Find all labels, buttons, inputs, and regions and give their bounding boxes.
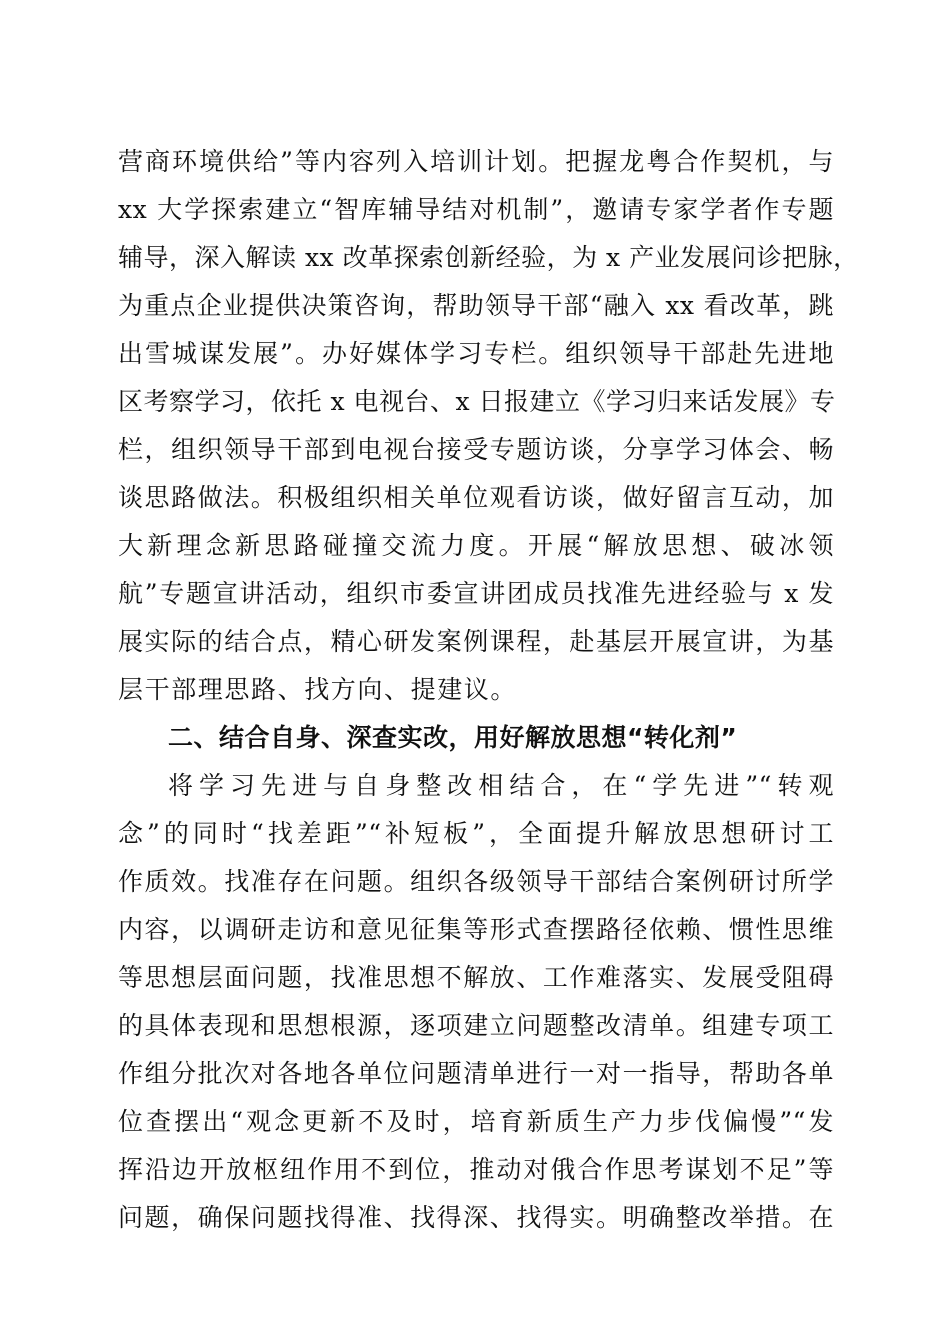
- body-text-line: 作组分批次对各地各单位问题清单进行一对一指导，帮助各单: [118, 1059, 834, 1088]
- body-text-line: xx 大学探索建立“智库辅导结对机制”，邀请专家学者作专题: [118, 195, 834, 224]
- body-text-line: 内容，以调研走访和意见征集等形式查摆路径依赖、惯性思维: [118, 915, 834, 944]
- section-heading: 二、结合自身、深查实改，用好解放思想“转化剂”: [168, 723, 738, 752]
- body-text-line: 航”专题宣讲活动，组织市委宣讲团成员找准先进经验与 x 发: [118, 579, 834, 608]
- body-text-line: 区考察学习，依托 x 电视台、x 日报建立《学习归来话发展》专: [118, 387, 836, 416]
- body-text-line: 将学习先进与自身整改相结合，在“学先进”“转观: [168, 771, 834, 800]
- body-text-line: 层干部理思路、找方向、提建议。: [118, 675, 518, 704]
- body-text-line: 栏，组织领导干部到电视台接受专题访谈，分享学习体会、畅: [118, 435, 834, 464]
- body-text-line: 谈思路做法。积极组织相关单位观看访谈，做好留言互动，加: [118, 483, 834, 512]
- body-text-line: 作质效。找准存在问题。组织各级领导干部结合案例研讨所学: [118, 867, 834, 896]
- body-text-line: 出雪城谋发展”。办好媒体学习专栏。组织领导干部赴先进地: [118, 339, 834, 368]
- body-text-line: 问题，确保问题找得准、找得深、找得实。明确整改举措。在: [118, 1203, 834, 1232]
- body-text-line: 等思想层面问题，找准思想不解放、工作难落实、发展受阻碍: [118, 963, 834, 992]
- body-text-line: 挥沿边开放枢纽作用不到位，推动对俄合作思考谋划不足”等: [118, 1155, 834, 1184]
- body-text-line: 念”的同时“找差距”“补短板”，全面提升解放思想研讨工: [118, 819, 834, 848]
- body-text-line: 辅导，深入解读 xx 改革探索创新经验，为 x 产业发展问诊把脉，: [118, 243, 859, 272]
- body-text-line: 位查摆出“观念更新不及时，培育新质生产力步伐偏慢”“发: [118, 1107, 834, 1136]
- body-text-line: 大新理念新思路碰撞交流力度。开展“解放思想、破冰领: [118, 531, 834, 560]
- body-text-line: 为重点企业提供决策咨询，帮助领导干部“融入 xx 看改革，跳: [118, 291, 834, 320]
- body-text-line: 的具体表现和思想根源，逐项建立问题整改清单。组建专项工: [118, 1011, 834, 1040]
- body-text-line: 展实际的结合点，精心研发案例课程，赴基层开展宣讲，为基: [118, 627, 834, 656]
- body-text-line: 营商环境供给”等内容列入培训计划。把握龙粤合作契机，与: [118, 147, 834, 176]
